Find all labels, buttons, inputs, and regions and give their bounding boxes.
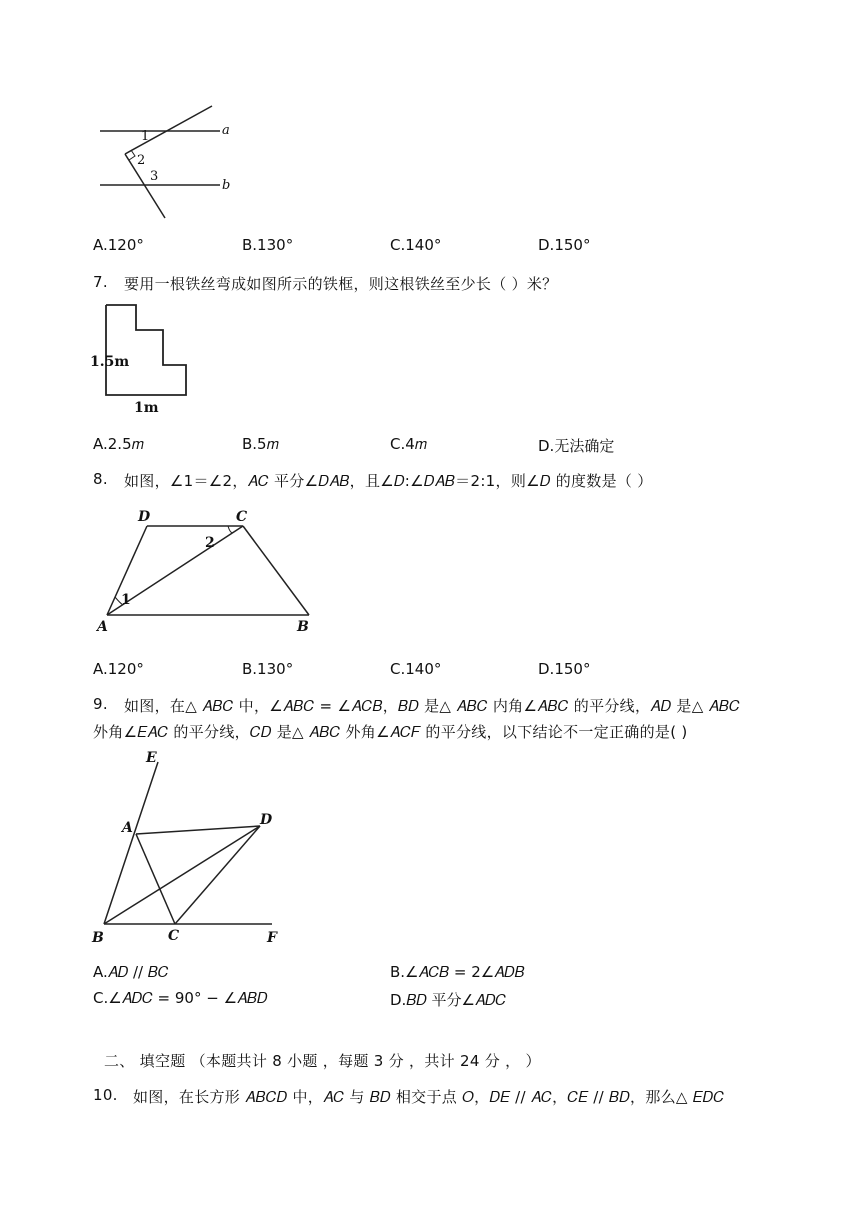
q7-option-a[interactable]: A.2.5𝑚 (93, 435, 144, 453)
q10-number: 10. (93, 1086, 118, 1104)
q7-option-c[interactable]: C.4𝑚 (390, 435, 427, 453)
q9-label-C: C (168, 928, 180, 944)
q9-option-d[interactable]: D.𝐵𝐷 平分∠𝐴𝐷𝐶 (390, 991, 507, 1009)
q9-option-b[interactable]: B.∠𝐴𝐶𝐵 = 2∠𝐴𝐷𝐵 (390, 963, 525, 981)
q9-label-D: D (260, 812, 273, 828)
q9-option-a[interactable]: A.𝐴𝐷 // 𝐵𝐶 (93, 963, 169, 981)
q8-number: 8. (93, 470, 108, 488)
q8-label-2: 2 (205, 535, 215, 551)
q8-label-B: B (297, 619, 309, 635)
q6-label-a: a (222, 123, 230, 138)
q6-option-a[interactable]: A.120° (93, 236, 144, 254)
q8-option-b[interactable]: B.130° (242, 660, 294, 678)
q10-stem: 如图，在长方形 𝐴𝐵𝐶𝐷 中，𝐴𝐶 与 𝐵𝐷 相交于点 𝑂，𝐷𝐸 // 𝐴𝐶，𝐶𝐸 // 𝐵𝐷，那么△ 𝐸𝐷𝐶 (133, 1088, 725, 1106)
q6-label-2: 2 (137, 153, 146, 168)
q8-option-c[interactable]: C.140° (390, 660, 442, 678)
q9-label-B: B (92, 930, 104, 946)
section-2-heading: 二、 填空题 （本题共计 8 小题 ，每题 3 分 ，共计 24 分 ， ） (104, 1052, 541, 1070)
q8-label-1: 1 (121, 592, 131, 608)
q6-label-3: 3 (150, 169, 159, 184)
q9-number: 9. (93, 695, 108, 713)
q7-stem: 要用一根铁丝弯成如图所示的铁框，则这根铁丝至少长（ ）米？ (124, 275, 558, 293)
q7-label-height: 1.5m (90, 354, 130, 370)
q9-figure (88, 750, 288, 948)
q8-stem: 如图，∠1＝∠2，𝐴𝐶 平分∠𝐷𝐴𝐵，且∠𝐷:∠𝐷𝐴𝐵＝2:1，则∠𝐷 的度数是（ ） (124, 472, 653, 490)
q9-label-E: E (146, 750, 157, 766)
q9-stem-line1: 如图，在△ 𝐴𝐵𝐶 中，∠𝐴𝐵𝐶 = ∠𝐴𝐶𝐵，𝐵𝐷 是△ 𝐴𝐵𝐶 内角∠𝐴𝐵𝐶 的平分线，𝐴𝐷 是△ 𝐴𝐵𝐶 (124, 697, 741, 715)
q6-option-c[interactable]: C.140° (390, 236, 442, 254)
q7-number: 7. (93, 273, 108, 291)
q9-option-c[interactable]: C.∠𝐴𝐷𝐶 = 90° − ∠𝐴𝐵𝐷 (93, 989, 268, 1007)
q7-figure (88, 300, 198, 418)
q6-option-b[interactable]: B.130° (242, 236, 294, 254)
q8-label-A: A (97, 619, 108, 635)
q8-figure (95, 503, 325, 638)
q8-option-a[interactable]: A.120° (93, 660, 144, 678)
q7-label-width: 1m (134, 400, 159, 416)
q8-option-d[interactable]: D.150° (538, 660, 591, 678)
q7-option-b[interactable]: B.5𝑚 (242, 435, 279, 453)
q7-option-d[interactable]: D.无法确定 (538, 437, 615, 455)
q6-option-d[interactable]: D.150° (538, 236, 591, 254)
q6-label-1: 1 (141, 129, 150, 144)
q8-label-C: C (236, 509, 248, 525)
q9-label-A: A (122, 820, 133, 836)
q6-label-b: b (222, 178, 231, 193)
q9-stem-line2: 外角∠𝐸𝐴𝐶 的平分线，𝐶𝐷 是△ 𝐴𝐵𝐶 外角∠𝐴𝐶𝐹 的平分线，以下结论不一定正确的是( ) (93, 723, 688, 741)
q9-label-F: F (267, 930, 277, 946)
q6-figure (95, 100, 240, 225)
q8-label-D: D (138, 509, 151, 525)
